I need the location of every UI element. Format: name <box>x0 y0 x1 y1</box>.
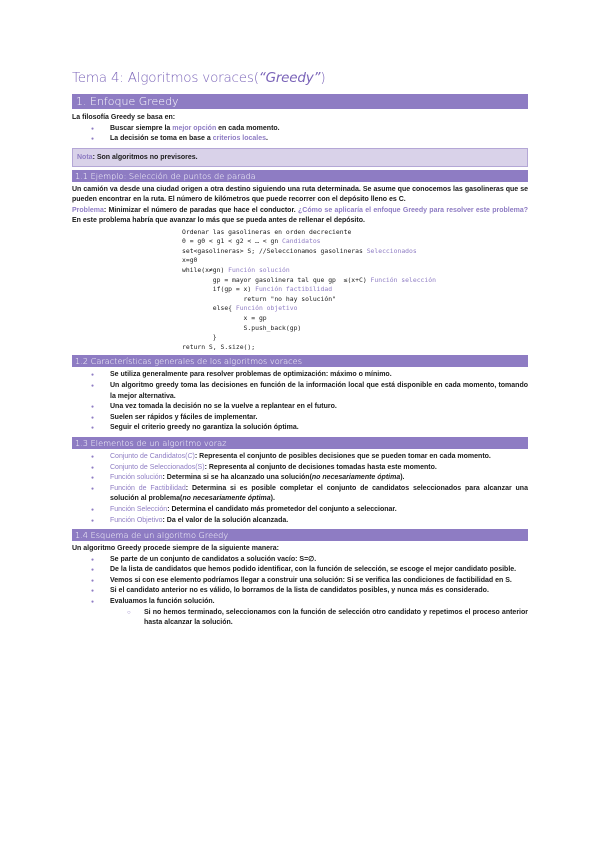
problem-paragraph: Problema: Minimizar el número de paradas que hace el conductor. ¿Cómo se aplicaría el enfoque Greedy para resolver este problema? En este problema habría que avanzar lo más que se pueda antes de rellenar el depósito. <box>72 206 528 225</box>
list-item: ● Una vez tomada la decisión no se la vuelve a replantear en el futuro. <box>72 402 528 413</box>
list-item: ● Evaluamos la función solución. <box>72 597 528 608</box>
section-1-4-list <box>72 555 528 608</box>
section-heading-1-4: 1.4 Esquema de un algoritmo Greedy <box>72 529 528 541</box>
list-item: ● Si el candidato anterior no es válido, lo borramos de la lista de candidatos posibles, y nunca más es considerado. <box>72 586 528 597</box>
list-item: ● Se parte de un conjunto de candidatos a solución vacío: S=∅. <box>72 555 528 566</box>
list-item: ● Seguir el criterio greedy no garantiza la solución óptima. <box>72 423 528 434</box>
document-title <box>72 70 528 86</box>
section-1-2-list <box>72 370 528 434</box>
list-item: ● Vemos si con ese elemento podríamos llegar a construir una solución: Si se verifica las condiciones de factibilidad en S. <box>72 576 528 587</box>
list-item: ● Función Selección: Determina el candidato más prometedor del conjunto a seleccionar. <box>72 505 528 516</box>
list-item: ● Buscar siempre la mejor opción en cada momento. <box>72 124 528 135</box>
section-heading-1-1: 1.1 Ejemplo: Selección de puntos de parada <box>72 170 528 182</box>
section-1-4-sublist <box>72 608 528 629</box>
section-1-list <box>72 124 528 145</box>
list-item: ● Conjunto de Candidatos(C): Representa el conjunto de posibles decisiones que se pueden tomar en cada momento. <box>72 452 528 463</box>
list-item: ● Un algoritmo greedy toma las decisiones en función de la información local que está disponible en cada momento, tomando la mejor alternativa. <box>72 381 528 402</box>
note-label: Nota <box>77 153 93 161</box>
section-heading-1: 1. Enfoque Greedy <box>72 94 528 109</box>
list-item: ● Función de Factibilidad: Determina si es posible completar el conjunto de candidatos seleccionados para alcanzar una solución al problema(no necesariamente óptima). <box>72 484 528 505</box>
list-item: ● Función Objetivo: Da el valor de la solución alcanzada. <box>72 516 528 527</box>
section-1-4-intro: Un algoritmo Greedy procede siempre de la siguiente manera: <box>72 545 279 553</box>
list-item: ● Suelen ser rápidos y fáciles de implementar. <box>72 413 528 424</box>
section-1-intro: La filosofía Greedy se basa en: <box>72 114 176 121</box>
pseudocode-block: Ordenar las gasolineras en orden decreciente 0 = g0 < g1 < g2 < … < gn Candidatos set<gasolineras> S; //Seleccionamos gasolineras Seleccionados x=g0 while(x≠gn) Función solución gp = mayor gasolinera tal que gp ≤(x+C) Función selección if(gp = x) Función factibilidad return "no hay solución" else{ Función objetivo x = gp S.push_back(gp) } return S, S.size(); <box>182 227 436 351</box>
title-italic: “Greedy” <box>258 70 321 86</box>
title-main: Tema 4: Algoritmos voraces( <box>72 70 259 86</box>
section-heading-1-3: 1.3 Elementos de un algoritmo voraz <box>72 437 528 449</box>
list-item: ● Se utiliza generalmente para resolver problemas de optimización: máximo o mínimo. <box>72 370 528 381</box>
section-1-1-paragraph: Un camión va desde una ciudad origen a otra destino siguiendo una ruta determinada. Se asume que conocemos las gasolineras que se pueden encontrar en la ruta. El número de kilómetros que puede recorrer con el depósito lleno es C. <box>72 185 528 204</box>
sub-list-item: ○ Si no hemos terminado, seleccionamos con la función de selección otro candidato y repetimos el proceso anterior hasta alcanzar la solución. <box>72 608 528 629</box>
title-close: ) <box>320 70 326 86</box>
list-item: ● Conjunto de Seleccionados(S): Representa al conjunto de decisiones tomadas hasta este momento. <box>72 463 528 474</box>
note-box <box>72 148 528 167</box>
list-item: ● Función solución: Determina si se ha alcanzado una solución(no necesariamente óptima). <box>72 473 528 484</box>
note-text: : Son algoritmos no previsores. <box>92 153 198 161</box>
section-heading-1-2: 1.2 Características generales de los algoritmos voraces <box>72 355 528 367</box>
section-1-3-list <box>72 452 528 526</box>
list-item: ● De la lista de candidatos que hemos podido identificar, con la función de selección, se escoge el mejor candidato posible. <box>72 565 528 576</box>
list-item: ● La decisión se toma en base a criterios locales. <box>72 134 528 145</box>
